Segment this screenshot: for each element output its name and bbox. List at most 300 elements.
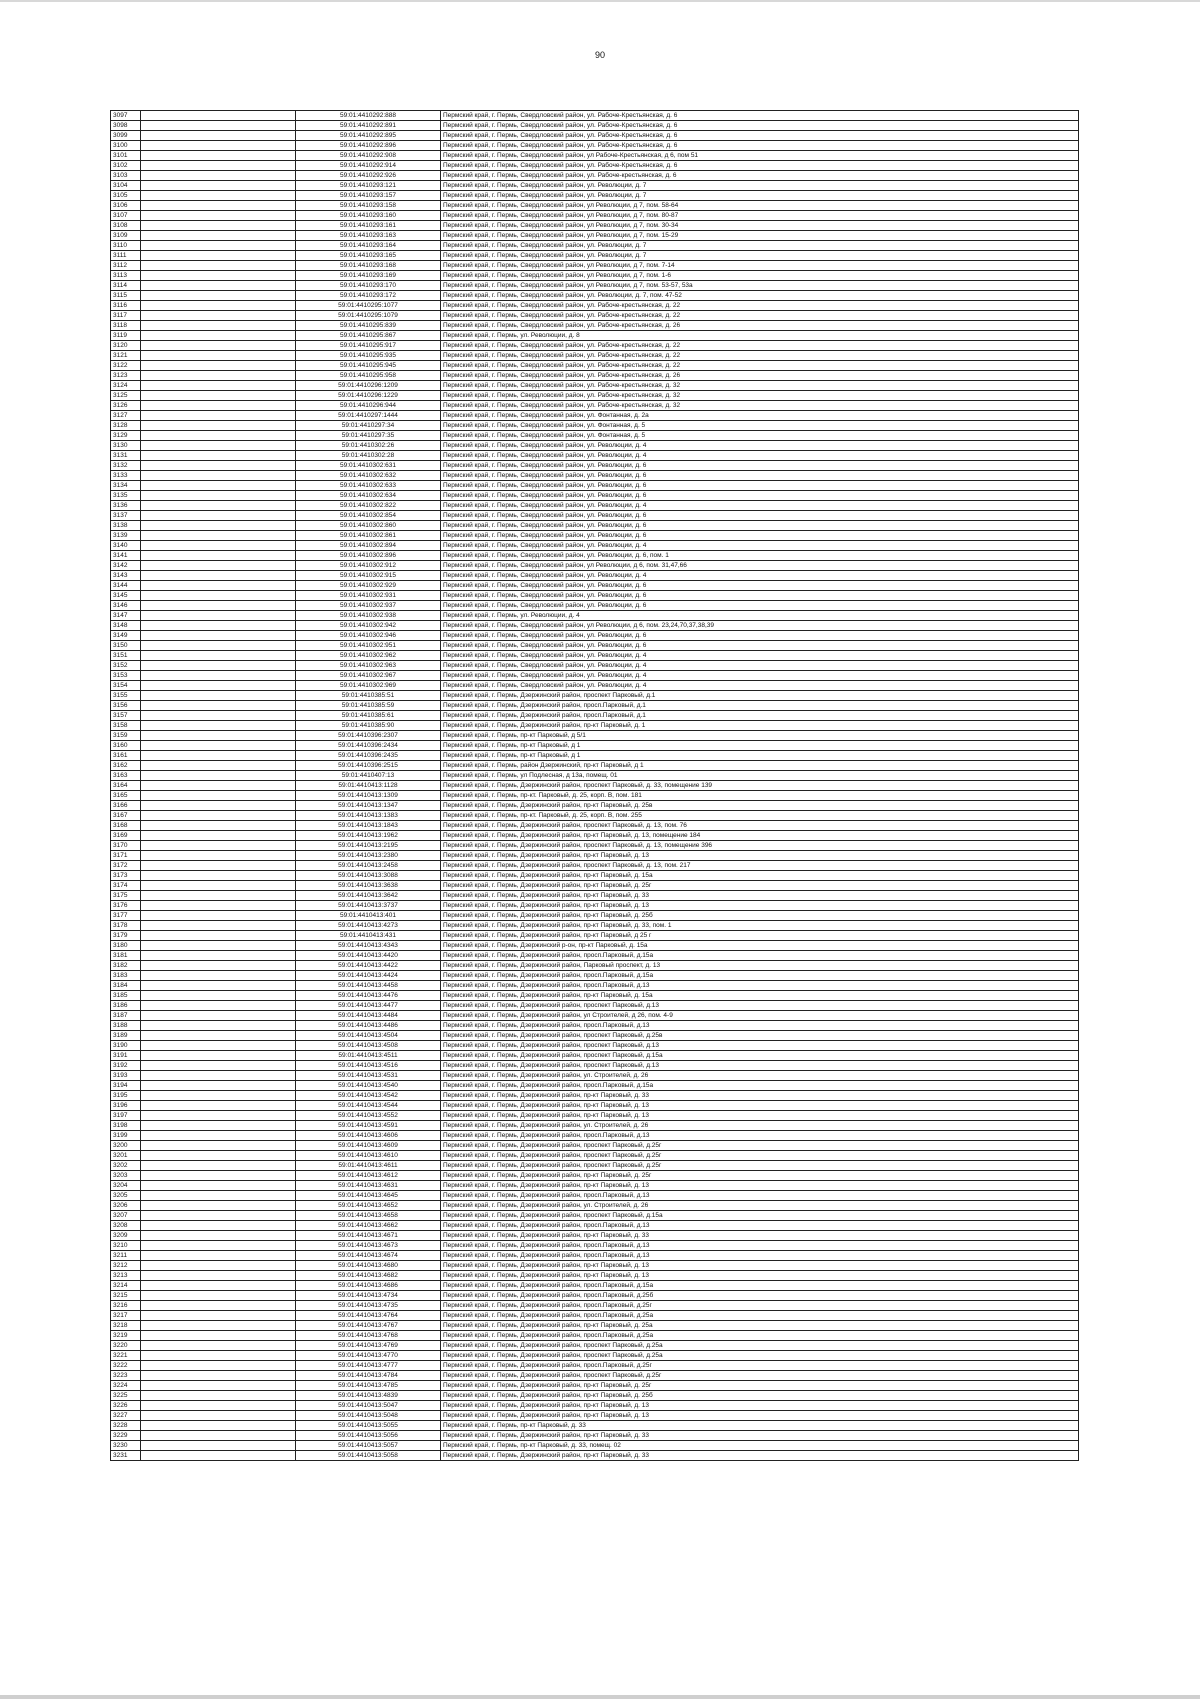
row-number-cell: 3105 <box>111 191 141 201</box>
table-row <box>111 751 1079 761</box>
table-row <box>111 1011 1079 1021</box>
cadastral-number-cell: 59:01:4410296:1209 <box>296 381 441 391</box>
empty-cell <box>141 621 296 631</box>
table-row <box>111 121 1079 131</box>
empty-cell <box>141 601 296 611</box>
address-cell: Пермский край, г. Пермь, Дзержинский район, просп.Парковый, д.15а <box>441 971 1079 981</box>
cadastral-number-cell: 59:01:4410302:969 <box>296 681 441 691</box>
cadastral-number-cell: 59:01:4410413:4591 <box>296 1121 441 1131</box>
empty-cell <box>141 401 296 411</box>
row-number-cell: 3164 <box>111 781 141 791</box>
empty-cell <box>141 741 296 751</box>
cadastral-number-cell: 59:01:4410413:2458 <box>296 861 441 871</box>
address-cell: Пермский край, г. Пермь, Дзержинский район, пр-кт Парковый, д. 25г <box>441 881 1079 891</box>
address-cell: Пермский край, г. Пермь, Свердловский район, ул. Революции, д. 4 <box>441 501 1079 511</box>
table-row <box>111 1271 1079 1281</box>
address-cell: Пермский край, г. Пермь, Дзержинский район, проспект Парковый, д.13 <box>441 1041 1079 1051</box>
row-number-cell: 3174 <box>111 881 141 891</box>
row-number-cell: 3097 <box>111 111 141 121</box>
registry-table <box>110 110 1079 1461</box>
empty-cell <box>141 1081 296 1091</box>
address-cell: Пермский край, г. Пермь, Свердловский район, ул. Революции, д. 7 <box>441 181 1079 191</box>
table-row <box>111 351 1079 361</box>
empty-cell <box>141 1091 296 1101</box>
address-cell: Пермский край, г. Пермь, Свердловский район, ул. Революции, д. 6, пом. 1 <box>441 551 1079 561</box>
address-cell: Пермский край, г. Пермь, Свердловский район, ул. Революции, д. 4 <box>441 451 1079 461</box>
row-number-cell: 3230 <box>111 1441 141 1451</box>
empty-cell <box>141 231 296 241</box>
empty-cell <box>141 131 296 141</box>
table-row <box>111 1401 1079 1411</box>
cadastral-number-cell: 59:01:4410292:888 <box>296 111 441 121</box>
cadastral-number-cell: 59:01:4410413:4516 <box>296 1061 441 1071</box>
cadastral-number-cell: 59:01:4410302:962 <box>296 651 441 661</box>
cadastral-number-cell: 59:01:4410413:4424 <box>296 971 441 981</box>
address-cell: Пермский край, г. Пермь, Дзержинский район, пр-кт Парковый, д. 33, пом. 1 <box>441 921 1079 931</box>
empty-cell <box>141 321 296 331</box>
cadastral-number-cell: 59:01:4410293:172 <box>296 291 441 301</box>
address-cell: Пермский край, г. Пермь, Дзержинский район, пр-кт Парковый, д. 25в <box>441 801 1079 811</box>
empty-cell <box>141 1211 296 1221</box>
empty-cell <box>141 531 296 541</box>
address-cell: Пермский край, г. Пермь, Свердловский район, ул. Фонтанная, д. 5 <box>441 431 1079 441</box>
row-number-cell: 3145 <box>111 591 141 601</box>
table-row <box>111 1241 1079 1251</box>
cadastral-number-cell: 59:01:4410293:170 <box>296 281 441 291</box>
empty-cell <box>141 491 296 501</box>
empty-cell <box>141 1421 296 1431</box>
cadastral-number-cell: 59:01:4410302:912 <box>296 561 441 571</box>
address-cell: Пермский край, г. Пермь, Свердловский район, ул. Революции, д. 6 <box>441 581 1079 591</box>
row-number-cell: 3172 <box>111 861 141 871</box>
row-number-cell: 3148 <box>111 621 141 631</box>
table-row <box>111 1351 1079 1361</box>
row-number-cell: 3225 <box>111 1391 141 1401</box>
table-row <box>111 1371 1079 1381</box>
cadastral-number-cell: 59:01:4410413:4770 <box>296 1351 441 1361</box>
cadastral-number-cell: 59:01:4410413:431 <box>296 931 441 941</box>
address-cell: Пермский край, г. Пермь, Дзержинский район, пр-кт Парковый, д. 33 <box>441 1451 1079 1461</box>
table-row <box>111 831 1079 841</box>
address-cell: Пермский край, г. Пермь, пр-кт Парковый, д. 33 <box>441 1421 1079 1431</box>
cadastral-number-cell: 59:01:4410302:931 <box>296 591 441 601</box>
row-number-cell: 3136 <box>111 501 141 511</box>
address-cell: Пермский край, г. Пермь, Дзержинский район, просп.Парковый, д.13 <box>441 981 1079 991</box>
table-row <box>111 311 1079 321</box>
table-row <box>111 1201 1079 1211</box>
table-row <box>111 611 1079 621</box>
empty-cell <box>141 161 296 171</box>
address-cell: Пермский край, г. Пермь, Свердловский район, ул Революции, д 6, пом. 23,24,70,37,38,39 <box>441 621 1079 631</box>
address-cell: Пермский край, г. Пермь, Свердловский район, ул. Фонтанная, д. 5 <box>441 421 1079 431</box>
cadastral-number-cell: 59:01:4410293:157 <box>296 191 441 201</box>
table-row <box>111 1121 1079 1131</box>
empty-cell <box>141 1401 296 1411</box>
table-row <box>111 671 1079 681</box>
empty-cell <box>141 901 296 911</box>
empty-cell <box>141 941 296 951</box>
row-number-cell: 3205 <box>111 1191 141 1201</box>
address-cell: Пермский край, г. Пермь, Свердловский район, ул. Рабоче-Крестьянская, д. 6 <box>441 131 1079 141</box>
cadastral-number-cell: 59:01:4410302:860 <box>296 521 441 531</box>
cadastral-number-cell: 59:01:4410302:634 <box>296 491 441 501</box>
row-number-cell: 3139 <box>111 531 141 541</box>
table-row <box>111 1451 1079 1461</box>
row-number-cell: 3165 <box>111 791 141 801</box>
cadastral-number-cell: 59:01:4410297:34 <box>296 421 441 431</box>
address-cell: Пермский край, г. Пермь, Свердловский район, ул. Рабоче-крестьянская, д. 26 <box>441 371 1079 381</box>
empty-cell <box>141 201 296 211</box>
table-row <box>111 921 1079 931</box>
cadastral-number-cell: 59:01:4410385:59 <box>296 701 441 711</box>
cadastral-number-cell: 59:01:4410413:3088 <box>296 871 441 881</box>
table-row <box>111 901 1079 911</box>
empty-cell <box>141 1301 296 1311</box>
cadastral-number-cell: 59:01:4410413:5047 <box>296 1401 441 1411</box>
cadastral-number-cell: 59:01:4410413:4784 <box>296 1371 441 1381</box>
empty-cell <box>141 111 296 121</box>
row-number-cell: 3144 <box>111 581 141 591</box>
address-cell: Пермский край, г. Пермь, Дзержинский район, проспект Парковый, д. 13, помещение 396 <box>441 841 1079 851</box>
empty-cell <box>141 221 296 231</box>
table-row <box>111 861 1079 871</box>
row-number-cell: 3155 <box>111 691 141 701</box>
table-row <box>111 1151 1079 1161</box>
empty-cell <box>141 1041 296 1051</box>
table-row <box>111 881 1079 891</box>
table-row <box>111 651 1079 661</box>
address-cell: Пермский край, г. Пермь, Дзержинский район, просп.Парковый, д.1 <box>441 701 1079 711</box>
empty-cell <box>141 381 296 391</box>
empty-cell <box>141 461 296 471</box>
cadastral-number-cell: 59:01:4410413:4671 <box>296 1231 441 1241</box>
address-cell: Пермский край, г. Пермь, Дзержинский район, пр-кт Парковый, д. 13 <box>441 1271 1079 1281</box>
row-number-cell: 3196 <box>111 1101 141 1111</box>
row-number-cell: 3147 <box>111 611 141 621</box>
address-cell: Пермский край, г. Пермь, Свердловский район, ул. Революции, д. 6 <box>441 601 1079 611</box>
cadastral-number-cell: 59:01:4410413:4680 <box>296 1261 441 1271</box>
cadastral-number-cell: 59:01:4410413:4552 <box>296 1111 441 1121</box>
address-cell: Пермский край, г. Пермь, Свердловский район, ул. Рабоче-Крестьянская, д. 6 <box>441 141 1079 151</box>
row-number-cell: 3201 <box>111 1151 141 1161</box>
table-row <box>111 1431 1079 1441</box>
row-number-cell: 3114 <box>111 281 141 291</box>
empty-cell <box>141 191 296 201</box>
address-cell: Пермский край, г. Пермь, Дзержинский район, проспект Парковый, д. 33, помещение 139 <box>441 781 1079 791</box>
cadastral-number-cell: 59:01:4410295:1077 <box>296 301 441 311</box>
address-cell: Пермский край, г. Пермь, пр-кт Парковый, д. 33, помещ. 02 <box>441 1441 1079 1451</box>
scan-bottom-edge <box>0 1695 1200 1699</box>
empty-cell <box>141 521 296 531</box>
cadastral-number-cell: 59:01:4410413:3642 <box>296 891 441 901</box>
row-number-cell: 3204 <box>111 1181 141 1191</box>
row-number-cell: 3115 <box>111 291 141 301</box>
address-cell: Пермский край, г. Пермь, Свердловский район, ул. Революции, д. 6 <box>441 481 1079 491</box>
cadastral-number-cell: 59:01:4410302:942 <box>296 621 441 631</box>
table-row <box>111 461 1079 471</box>
cadastral-number-cell: 59:01:4410413:4658 <box>296 1211 441 1221</box>
row-number-cell: 3121 <box>111 351 141 361</box>
row-number-cell: 3157 <box>111 711 141 721</box>
cadastral-number-cell: 59:01:4410413:4476 <box>296 991 441 1001</box>
empty-cell <box>141 261 296 271</box>
row-number-cell: 3198 <box>111 1121 141 1131</box>
empty-cell <box>141 781 296 791</box>
address-cell: Пермский край, г. Пермь, Дзержинский район, ул. Строителей, д. 26 <box>441 1201 1079 1211</box>
cadastral-number-cell: 59:01:4410413:5055 <box>296 1421 441 1431</box>
table-row <box>111 581 1079 591</box>
table-row <box>111 1131 1079 1141</box>
table-row <box>111 1041 1079 1051</box>
empty-cell <box>141 1411 296 1421</box>
cadastral-number-cell: 59:01:4410413:4511 <box>296 1051 441 1061</box>
row-number-cell: 3116 <box>111 301 141 311</box>
cadastral-number-cell: 59:01:4410413:4662 <box>296 1221 441 1231</box>
address-cell: Пермский край, г. Пермь, Свердловский район, ул Рабоче-Крестьянская, д 6, пом 51 <box>441 151 1079 161</box>
empty-cell <box>141 791 296 801</box>
address-cell: Пермский край, г. Пермь, Дзержинский район, пр-кт Парковый, д. 15а <box>441 991 1079 1001</box>
table-row <box>111 951 1079 961</box>
cadastral-number-cell: 59:01:4410413:2195 <box>296 841 441 851</box>
table-row <box>111 601 1079 611</box>
address-cell: Пермский край, г. Пермь, Дзержинский район, проспект Парковый, д. 13, пом. 76 <box>441 821 1079 831</box>
empty-cell <box>141 281 296 291</box>
empty-cell <box>141 471 296 481</box>
row-number-cell: 3187 <box>111 1011 141 1021</box>
empty-cell <box>141 1031 296 1041</box>
table-row <box>111 271 1079 281</box>
row-number-cell: 3178 <box>111 921 141 931</box>
empty-cell <box>141 341 296 351</box>
cadastral-number-cell: 59:01:4410413:4735 <box>296 1301 441 1311</box>
empty-cell <box>141 1061 296 1071</box>
table-row <box>111 1421 1079 1431</box>
empty-cell <box>141 961 296 971</box>
table-row <box>111 421 1079 431</box>
address-cell: Пермский край, г. Пермь, Дзержинский район, просп.Парковый, д.13 <box>441 1251 1079 1261</box>
empty-cell <box>141 1321 296 1331</box>
address-cell: Пермский край, г. Пермь, Свердловский район, ул. Рабоче-крестьянская, д. 32 <box>441 401 1079 411</box>
address-cell: Пермский край, г. Пермь, Дзержинский район, пр-кт Парковый, д. 33 <box>441 1091 1079 1101</box>
page-number: 90 <box>594 50 605 60</box>
empty-cell <box>141 981 296 991</box>
table-row <box>111 1051 1079 1061</box>
address-cell: Пермский край, г. Пермь, Свердловский район, ул. Революции, д. 4 <box>441 441 1079 451</box>
address-cell: Пермский край, г. Пермь, Дзержинский район, просп.Парковый, д.25г <box>441 1301 1079 1311</box>
table-row <box>111 1111 1079 1121</box>
cadastral-number-cell: 59:01:4410413:4645 <box>296 1191 441 1201</box>
empty-cell <box>141 1241 296 1251</box>
table-row <box>111 331 1079 341</box>
cadastral-number-cell: 59:01:4410396:2515 <box>296 761 441 771</box>
row-number-cell: 3169 <box>111 831 141 841</box>
cadastral-number-cell: 59:01:4410385:51 <box>296 691 441 701</box>
row-number-cell: 3137 <box>111 511 141 521</box>
address-cell: Пермский край, г. Пермь, Свердловский район, ул. Революции, д. 6 <box>441 471 1079 481</box>
address-cell: Пермский край, г. Пермь, ул Подлесная, д 13а, помещ. 01 <box>441 771 1079 781</box>
cadastral-number-cell: 59:01:4410413:4508 <box>296 1041 441 1051</box>
row-number-cell: 3168 <box>111 821 141 831</box>
empty-cell <box>141 1191 296 1201</box>
cadastral-number-cell: 59:01:4410302:631 <box>296 461 441 471</box>
empty-cell <box>141 391 296 401</box>
empty-cell <box>141 361 296 371</box>
row-number-cell: 3206 <box>111 1201 141 1211</box>
row-number-cell: 3129 <box>111 431 141 441</box>
empty-cell <box>141 571 296 581</box>
cadastral-number-cell: 59:01:4410413:1128 <box>296 781 441 791</box>
table-row <box>111 201 1079 211</box>
address-cell: Пермский край, г. Пермь, Свердловский район, ул. Рабоче-Крестьянская, д. 6 <box>441 161 1079 171</box>
address-cell: Пермский край, г. Пермь, Дзержинский район, ул. Строителей, д. 26 <box>441 1071 1079 1081</box>
cadastral-number-cell: 59:01:4410413:4477 <box>296 1001 441 1011</box>
cadastral-number-cell: 59:01:4410396:2307 <box>296 731 441 741</box>
cadastral-number-cell: 59:01:4410302:894 <box>296 541 441 551</box>
row-number-cell: 3170 <box>111 841 141 851</box>
empty-cell <box>141 841 296 851</box>
empty-cell <box>141 1341 296 1351</box>
row-number-cell: 3231 <box>111 1451 141 1461</box>
table-row <box>111 341 1079 351</box>
address-cell: Пермский край, г. Пермь, Дзержинский район, пр-кт Парковый, д. 13 <box>441 1111 1079 1121</box>
cadastral-number-cell: 59:01:4410413:3638 <box>296 881 441 891</box>
empty-cell <box>141 761 296 771</box>
address-cell: Пермский край, г. Пермь, Дзержинский район, просп.Парковый, д.13 <box>441 1021 1079 1031</box>
table-row <box>111 1091 1079 1101</box>
row-number-cell: 3100 <box>111 141 141 151</box>
address-cell: Пермский край, г. Пермь, Дзержинский район, пр-кт Парковый, д. 33 <box>441 891 1079 901</box>
table-row <box>111 891 1079 901</box>
cadastral-number-cell: 59:01:4410413:4674 <box>296 1251 441 1261</box>
row-number-cell: 3219 <box>111 1331 141 1341</box>
row-number-cell: 3194 <box>111 1081 141 1091</box>
address-cell: Пермский край, г. Пермь, Свердловский район, ул. Рабоче-крестьянская, д. 32 <box>441 391 1079 401</box>
row-number-cell: 3199 <box>111 1131 141 1141</box>
table-row <box>111 451 1079 461</box>
table-row <box>111 851 1079 861</box>
address-cell: Пермский край, г. Пермь, Свердловский район, ул. Рабоче-крестьянская, д. 22 <box>441 301 1079 311</box>
address-cell: Пермский край, г. Пермь, Свердловский район, ул. Рабоче-крестьянская, д. 26 <box>441 321 1079 331</box>
address-cell: Пермский край, г. Пермь, Дзержинский район, просп.Парковый, д.25а <box>441 1311 1079 1321</box>
row-number-cell: 3122 <box>111 361 141 371</box>
table-row <box>111 1061 1079 1071</box>
cadastral-number-cell: 59:01:4410396:2434 <box>296 741 441 751</box>
empty-cell <box>141 1141 296 1151</box>
table-row <box>111 441 1079 451</box>
empty-cell <box>141 151 296 161</box>
row-number-cell: 3181 <box>111 951 141 961</box>
cadastral-number-cell: 59:01:4410292:896 <box>296 141 441 151</box>
address-cell: Пермский край, г. Пермь, Дзержинский район, проспект Парковый, д.25г <box>441 1161 1079 1171</box>
cadastral-number-cell: 59:01:4410292:895 <box>296 131 441 141</box>
table-row <box>111 961 1079 971</box>
address-cell: Пермский край, г. Пермь, ул. Революции, д. 4 <box>441 611 1079 621</box>
table-row <box>111 541 1079 551</box>
table-row <box>111 241 1079 251</box>
empty-cell <box>141 1251 296 1261</box>
address-cell: Пермский край, г. Пермь, Свердловский район, ул. Революции, д. 6 <box>441 531 1079 541</box>
empty-cell <box>141 1271 296 1281</box>
table-row <box>111 501 1079 511</box>
row-number-cell: 3218 <box>111 1321 141 1331</box>
table-row <box>111 1411 1079 1421</box>
empty-cell <box>141 511 296 521</box>
row-number-cell: 3173 <box>111 871 141 881</box>
cadastral-number-cell: 59:01:4410302:26 <box>296 441 441 451</box>
address-cell: Пермский край, г. Пермь, Свердловский район, ул. Революции, д. 6 <box>441 521 1079 531</box>
address-cell: Пермский край, г. Пермь, Свердловский район, ул. Революции, д. 4 <box>441 541 1079 551</box>
cadastral-number-cell: 59:01:4410413:4673 <box>296 1241 441 1251</box>
address-cell: Пермский край, г. Пермь, Дзержинский район, просп.Парковый, д.13 <box>441 1241 1079 1251</box>
address-cell: Пермский край, г. Пермь, Дзержинский район, пр-кт Парковый, д. 25г <box>441 1381 1079 1391</box>
table-row <box>111 1251 1079 1261</box>
row-number-cell: 3209 <box>111 1231 141 1241</box>
row-number-cell: 3193 <box>111 1071 141 1081</box>
address-cell: Пермский край, г. Пермь, ул. Революции, д. 8 <box>441 331 1079 341</box>
row-number-cell: 3176 <box>111 901 141 911</box>
table-row <box>111 1161 1079 1171</box>
empty-cell <box>141 881 296 891</box>
row-number-cell: 3163 <box>111 771 141 781</box>
address-cell: Пермский край, г. Пермь, Дзержинский район, просп.Парковый, д.25б <box>441 1291 1079 1301</box>
address-cell: Пермский край, г. Пермь, Дзержинский район, проспект Парковый, д.15а <box>441 1051 1079 1061</box>
address-cell: Пермский край, г. Пермь, Дзержинский район, пр-кт Парковый, д. 33 <box>441 1431 1079 1441</box>
empty-cell <box>141 931 296 941</box>
empty-cell <box>141 1051 296 1061</box>
address-cell: Пермский край, г. Пермь, Дзержинский район, проспект Парковый, д.13 <box>441 1001 1079 1011</box>
row-number-cell: 3108 <box>111 221 141 231</box>
empty-cell <box>141 1221 296 1231</box>
cadastral-number-cell: 59:01:4410413:1309 <box>296 791 441 801</box>
row-number-cell: 3211 <box>111 1251 141 1261</box>
row-number-cell: 3154 <box>111 681 141 691</box>
cadastral-number-cell: 59:01:4410302:929 <box>296 581 441 591</box>
table-row <box>111 981 1079 991</box>
table-row <box>111 181 1079 191</box>
table-row <box>111 1341 1079 1351</box>
empty-cell <box>141 1161 296 1171</box>
row-number-cell: 3189 <box>111 1031 141 1041</box>
row-number-cell: 3102 <box>111 161 141 171</box>
empty-cell <box>141 731 296 741</box>
cadastral-number-cell: 59:01:4410413:5058 <box>296 1451 441 1461</box>
address-cell: Пермский край, г. Пермь, Дзержинский район, пр-кт Парковый, д. 13, помещение 184 <box>441 831 1079 841</box>
cadastral-number-cell: 59:01:4410407:13 <box>296 771 441 781</box>
address-cell: Пермский край, г. Пермь, Свердловский район, ул. Революции, д. 4 <box>441 681 1079 691</box>
table-row <box>111 281 1079 291</box>
table-row <box>111 1191 1079 1201</box>
cadastral-number-cell: 59:01:4410413:4611 <box>296 1161 441 1171</box>
table-row <box>111 911 1079 921</box>
address-cell: Пермский край, г. Пермь, Свердловский район, ул Революции, д 6, пом. 31,47,66 <box>441 561 1079 571</box>
address-cell: Пермский край, г. Пермь, Дзержинский район, проспект Парковый, д.25а <box>441 1351 1079 1361</box>
address-cell: Пермский край, г. Пермь, Дзержинский район, проспект Парковый, д.25г <box>441 1141 1079 1151</box>
table-row <box>111 621 1079 631</box>
scan-top-edge <box>0 0 1200 2</box>
row-number-cell: 3125 <box>111 391 141 401</box>
row-number-cell: 3132 <box>111 461 141 471</box>
row-number-cell: 3226 <box>111 1401 141 1411</box>
cadastral-number-cell: 59:01:4410293:121 <box>296 181 441 191</box>
address-cell: Пермский край, г. Пермь, Дзержинский район, ул Строителей, д 26, пом. 4-9 <box>441 1011 1079 1021</box>
empty-cell <box>141 911 296 921</box>
address-cell: Пермский край, г. Пермь, Свердловский район, ул. Революции, д. 6 <box>441 511 1079 521</box>
table-row <box>111 381 1079 391</box>
row-number-cell: 3221 <box>111 1351 141 1361</box>
table-row <box>111 721 1079 731</box>
cadastral-number-cell: 59:01:4410293:163 <box>296 231 441 241</box>
address-cell: Пермский край, г. Пермь, Дзержинский район, проспект Парковый, д. 13, пом. 217 <box>441 861 1079 871</box>
